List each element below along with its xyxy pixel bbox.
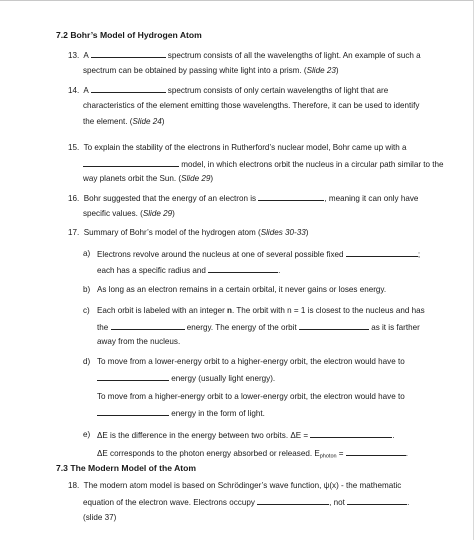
- q17a-line2: each has a specific radius and .: [97, 266, 281, 275]
- q18-blank-1[interactable]: [257, 497, 329, 505]
- q18-line1: 18. The modern atom model is based on Schrödinger’s wave function, ψ(x) - the mathematic: [68, 481, 402, 490]
- q17e-line1: ΔE is the difference in the energy between two orbits. ΔE = .: [97, 431, 395, 440]
- slide-ref: Slide 29: [142, 209, 173, 218]
- q17c-line1: Each orbit is labeled with an integer n. The orbit with n = 1 is closest to the nucleus and has: [97, 306, 425, 315]
- q17d-label: d): [83, 357, 91, 366]
- q17e-line2: ΔE corresponds to the photon energy absorbed or released. $E_{photon}$ = .: [97, 449, 409, 460]
- q17a-blank-2[interactable]: [208, 265, 278, 273]
- q17d-blank-1[interactable]: [97, 373, 169, 381]
- q14-line1: 14. A spectrum consists of only certain wavelengths of light that are: [68, 86, 389, 95]
- q18-line3: (slide 37): [83, 513, 117, 522]
- q17e-label: e): [83, 430, 91, 439]
- q17d-line1: To move from a lower-energy orbit to a higher-energy orbit, the electron would have to: [97, 357, 405, 366]
- q17c-blank-1[interactable]: [111, 322, 185, 330]
- q17a-line1: Electrons revolve around the nucleus at one of several possible fixed ;: [97, 250, 421, 259]
- q17a-label: a): [83, 249, 91, 258]
- q17d-line2: energy (usually light energy).: [97, 373, 275, 384]
- top-border: [0, 0, 474, 1]
- q17d-line4: energy in the form of light.: [97, 408, 265, 419]
- q13-line2: spectrum can be obtained by passing white light into a prism. (Slide 23): [83, 66, 339, 75]
- q17c-line2: the energy. The energy of the orbit as it is farther: [97, 323, 420, 332]
- slide-ref: Slide 24: [132, 117, 162, 126]
- q14-line2: characteristics of the element emitting those wavelengths. Therefore, it can be used to identify: [83, 101, 420, 110]
- q18-line2: equation of the electron wave. Electrons occupy , not .: [83, 498, 410, 507]
- q13-blank[interactable]: [91, 50, 166, 58]
- q17c-blank-2[interactable]: [299, 322, 369, 330]
- q17-number: 17.: [68, 228, 80, 237]
- q15-number: 15.: [68, 143, 80, 152]
- q15-line2: model, in which electrons orbit the nucleus in a circular path similar to the: [83, 159, 444, 170]
- q13-number: 13.: [68, 51, 80, 60]
- q14-line3: the element. (Slide 24): [83, 117, 165, 126]
- q16-number: 16.: [68, 194, 80, 203]
- slide-ref: Slide 29: [181, 174, 211, 183]
- q17e-blank-1[interactable]: [310, 430, 392, 438]
- q17a-blank-1[interactable]: [346, 249, 418, 257]
- q17c-line3: away from the nucleus.: [97, 337, 181, 346]
- slide-ref: Slide 23: [306, 66, 336, 75]
- q17b-label: b): [83, 285, 91, 294]
- q17d-line3: To move from a higher-energy orbit to a lower-energy orbit, the electron would have to: [97, 392, 405, 401]
- q17c-label: c): [83, 306, 90, 315]
- q15-line1: 15. To explain the stability of the electrons in Rutherford’s nuclear model, Bohr came up with a: [68, 143, 407, 152]
- q17d-blank-2[interactable]: [97, 408, 169, 416]
- slides-ref: Slides 30-33: [260, 228, 306, 237]
- q15-line3: way planets orbit the Sun. (Slide 29): [83, 174, 214, 183]
- q18-blank-2[interactable]: [347, 497, 407, 505]
- q16-line2: specific values. (Slide 29): [83, 209, 175, 218]
- q18-number: 18.: [68, 481, 80, 490]
- q16-blank[interactable]: [258, 193, 324, 201]
- q14-blank[interactable]: [91, 85, 166, 93]
- q13-line1: 13. A spectrum consists of all the wavelengths of light. An example of such a: [68, 51, 421, 60]
- q17e-blank-2[interactable]: [346, 448, 406, 456]
- section-title-7-3: 7.3 The Modern Model of the Atom: [56, 463, 197, 473]
- q17b-line1: As long as an electron remains in a certain orbital, it never gains or loses energy.: [97, 285, 387, 294]
- q14-number: 14.: [68, 86, 80, 95]
- q15-blank[interactable]: [83, 159, 179, 167]
- section-title-7-2: 7.2 Bohr’s Model of Hydrogen Atom: [56, 30, 202, 40]
- q16-line1: 16. Bohr suggested that the energy of an electron is , meaning it can only have: [68, 194, 419, 203]
- q17-line1: 17. Summary of Bohr’s model of the hydrogen atom (Slides 30-33): [68, 228, 309, 237]
